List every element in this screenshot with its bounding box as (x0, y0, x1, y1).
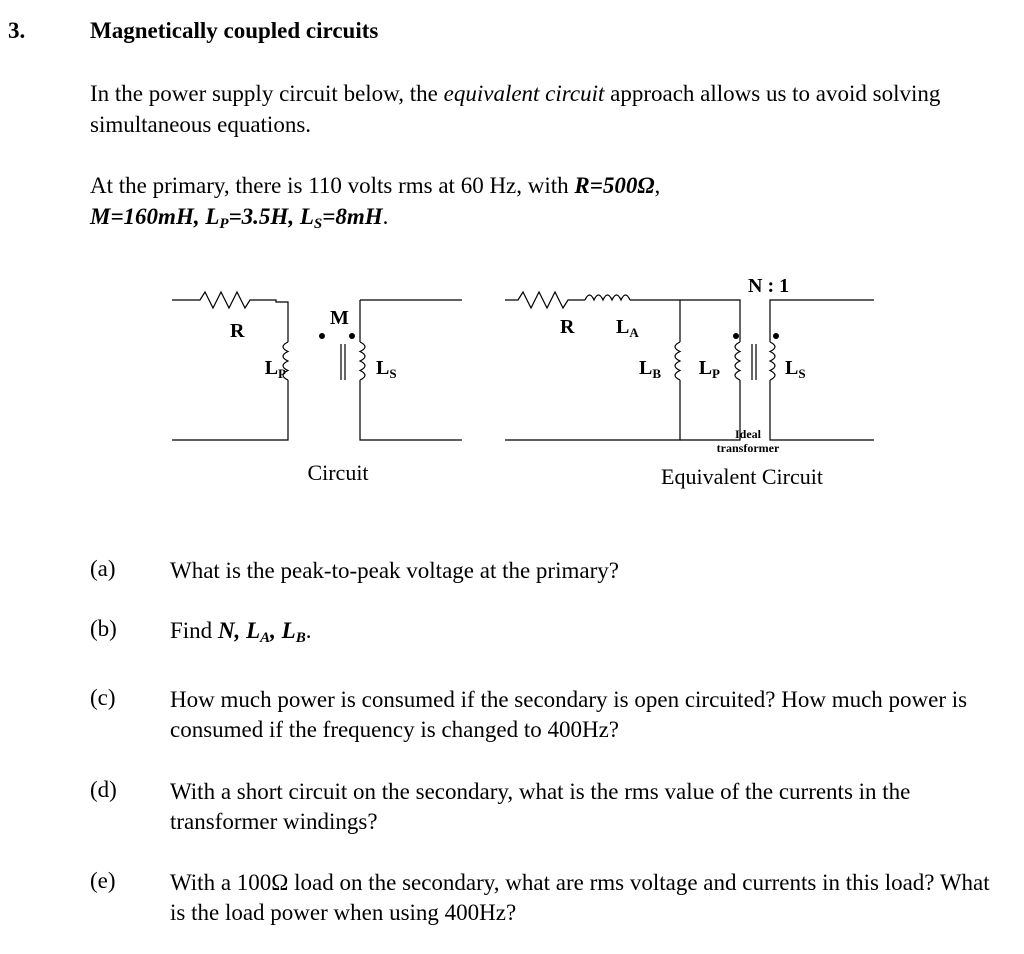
circuit-figure (0, 260, 1024, 500)
inductor-ls-eq (770, 342, 775, 380)
wire (770, 380, 874, 440)
given-lp: $L_P=3.5H$, (205, 204, 295, 232)
question-a-label: (a) (90, 556, 116, 581)
problem-number: 3. (8, 18, 26, 43)
intro-paragraph (90, 78, 1000, 140)
polarity-dot (773, 333, 779, 339)
equivalent-diagram (505, 292, 874, 440)
wire (680, 380, 740, 440)
given-ls: $L_S=8mH$ (299, 204, 383, 232)
label-ratio: N : 1 (748, 275, 790, 297)
given-r: R=500Ω (574, 173, 655, 198)
givens-lead: At the primary, there is 110 volts rms at 60 Hz, with (90, 173, 575, 198)
intro-emphasis: equivalent circuit (443, 81, 605, 106)
label-r: R (230, 320, 245, 342)
polarity-dot (319, 333, 325, 339)
label-lb: $L_B$ (638, 357, 661, 381)
question-c-text: How much power is consumed if the secondary is open circuited? How much power is consumed if the frequency is changed to 400Hz? (170, 687, 968, 742)
inductor-lp-eq (735, 342, 740, 380)
label-lp-eq: $L_P$ (698, 357, 720, 381)
label-ls: $L_S$ (376, 357, 397, 381)
caption-equivalent: Equivalent Circuit (661, 464, 823, 489)
wire (172, 380, 288, 440)
wire (505, 380, 680, 440)
label-lp: $L_P$ (264, 357, 286, 381)
wire (680, 300, 740, 342)
question-e-text: With a 100Ω load on the secondary, what are rms voltage and currents in this load? What is the load power when using 400Hz? (170, 870, 990, 925)
question-b-label: (b) (90, 616, 117, 641)
givens-comma: , (654, 173, 661, 198)
inductor-la (585, 295, 630, 300)
question-d-label: (d) (90, 777, 117, 802)
intro-after: approach allows us to avoid solving simultaneous equations. (90, 81, 941, 137)
ideal-line1: Ideal (734, 427, 762, 441)
given-m: M=160mH, (90, 204, 200, 229)
polarity-dot (349, 333, 355, 339)
wire (770, 300, 874, 342)
givens-period: . (382, 204, 389, 229)
question-d-text: With a short circuit on the secondary, what is the rms value of the currents in the transformer windings? (170, 779, 911, 834)
label-m: M (330, 307, 349, 329)
label-r-eq: R (560, 316, 575, 338)
question-c-label: (c) (90, 685, 116, 710)
givens-paragraph (90, 170, 1000, 232)
ideal-line2: transformer (716, 441, 780, 455)
problem-title: Magnetically coupled circuits (90, 18, 379, 43)
label-la: $L_A$ (616, 316, 639, 340)
caption-circuit: Circuit (307, 460, 369, 485)
wire (360, 380, 462, 440)
circuit-diagram (172, 292, 462, 440)
question-e-label: (e) (90, 868, 116, 893)
polarity-dot (733, 333, 739, 339)
question-a-text: What is the peak-to-peak voltage at the primary? (170, 558, 619, 583)
inductor-ls (360, 342, 365, 380)
resistor-r-eq (505, 292, 585, 308)
label-ls-eq: $L_S$ (785, 357, 806, 381)
question-b-text: Find N, $L_A$, $L_B$. (170, 618, 312, 646)
intro-before: In the power supply circuit below, the (90, 81, 444, 106)
inductor-lb (675, 342, 680, 380)
